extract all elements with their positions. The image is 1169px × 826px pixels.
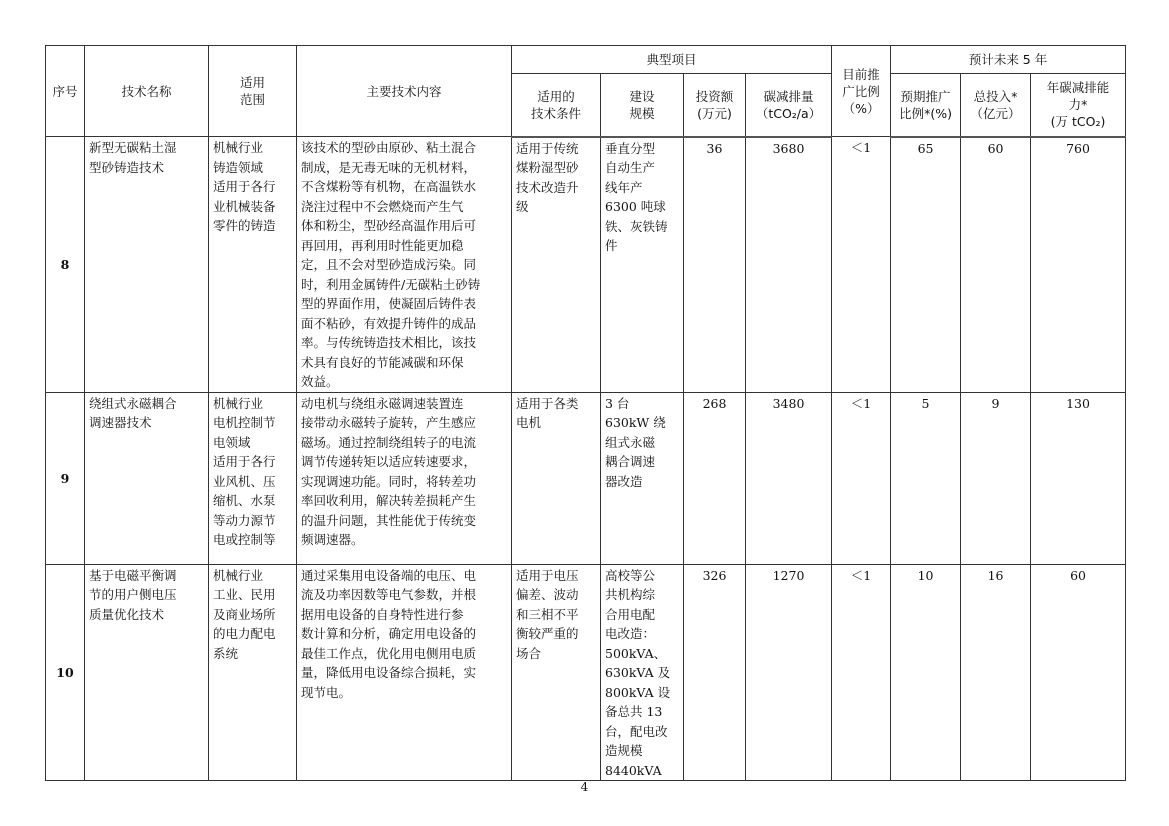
header-forecast: 预计未来 5 年 (891, 46, 1126, 74)
row-annual-capacity: 760 (1031, 137, 1126, 393)
page-number: 4 (580, 780, 589, 794)
header-investment: 投资额 (万元) (684, 74, 746, 137)
header-current-ratio: 目前推 广比例 （%） (832, 46, 891, 137)
table-row (46, 137, 1126, 393)
row-name: 基于电磁平衡调 节的用户侧电压 质量优化技术 (85, 564, 209, 781)
row-scale: 垂直分型 自动生产 线年产 6300 吨球 铁、灰铁铸 件 (601, 137, 684, 393)
header-tech-name: 技术名称 (85, 46, 209, 137)
row-scale: 3 台 630kW 绕 组式永磁 耦合调速 器改造 (601, 392, 684, 564)
row-current-ratio: ＜1 (832, 564, 891, 781)
header-seq: 序号 (46, 46, 85, 137)
header-conditions: 适用的 技术条件 (512, 74, 601, 137)
table-row (46, 564, 1126, 781)
row-seq: 10 (46, 564, 85, 781)
row-reduction: 3680 (746, 137, 832, 393)
row-current-ratio: ＜1 (832, 392, 891, 564)
row-seq: 8 (46, 137, 85, 393)
header-total-investment: 总投入* （亿元） (961, 74, 1031, 137)
row-total-investment: 60 (961, 137, 1031, 393)
row-expected-ratio: 5 (891, 392, 961, 564)
header-scope: 适用 范围 (209, 46, 297, 137)
row-scope: 机械行业 工业、民用 及商业场所 的电力配电 系统 (209, 564, 297, 781)
header-annual-capacity: 年碳减排能 力* (万 tCO₂) (1031, 74, 1126, 137)
row-scope: 机械行业 铸造领域 适用于各行 业机械装备 零件的铸造 (209, 137, 297, 393)
row-reduction: 3480 (746, 392, 832, 564)
row-total-investment: 9 (961, 392, 1031, 564)
header-expected-ratio: 预期推广 比例*(%) (891, 74, 961, 137)
row-investment: 268 (684, 392, 746, 564)
row-annual-capacity: 130 (1031, 392, 1126, 564)
row-conditions: 适用于传统 煤粉湿型砂 技术改造升 级 (512, 137, 601, 393)
row-name: 新型无碳粘土湿 型砂铸造技术 (85, 137, 209, 393)
row-conditions: 适用于各类 电机 (512, 392, 601, 564)
row-investment: 36 (684, 137, 746, 393)
row-conditions: 适用于电压 偏差、波动 和三相不平 衡较严重的 场合 (512, 564, 601, 781)
row-content: 动电机与绕组永磁调速装置连 接带动永磁转子旋转，产生感应 磁场。通过控制绕组转子的电流 调节传递转矩以适应转速要求， 实现调速功能。同时，将转差功 率回收利用，解决转差损耗产生 的温升问题，其性能优于传统变 频调速器。 (297, 392, 512, 564)
row-expected-ratio: 10 (891, 564, 961, 781)
row-scope: 机械行业 电机控制节 电领域 适用于各行 业风机、压 缩机、水泵 等动力源节 电或控制等 (209, 392, 297, 564)
header-typical-project: 典型项目 (512, 46, 832, 74)
technology-table (45, 45, 1126, 781)
row-investment: 326 (684, 564, 746, 781)
row-content: 通过采集用电设备端的电压、电 流及功率因数等电气参数，并根 据用电设备的自身特性进行参 数计算和分析，确定用电设备的 最佳工作点，优化用电侧用电质 量，降低用电设备综合损耗，实 现节电。 (297, 564, 512, 781)
row-total-investment: 16 (961, 564, 1031, 781)
header-reduction: 碳减排量 （tCO₂/a） (746, 74, 832, 137)
row-annual-capacity: 60 (1031, 564, 1126, 781)
table-row (46, 392, 1126, 564)
row-seq: 9 (46, 392, 85, 564)
row-content: 该技术的型砂由原砂、粘土混合 制成，是无毒无味的无机材料， 不含煤粉等有机物，在高温铁水 浇注过程中不会燃烧而产生气 体和粉尘，型砂经高温作用后可 再回用，再利用时性能更加稳 定，且不会对型砂造成污染。同 时，利用金属铸件/无碳粘土砂铸 型的界面作用，使凝固后铸件表 面不粘砂，有效提升铸件的成品 率。与传统铸造技术相比，该技 术具有良好的节能减碳和环保 效益。 (297, 137, 512, 393)
row-scale: 高校等公 共机构综 合用电配 电改造： 500kVA、 630kVA 及 800kVA 设 备总共 13 台，配电改 造规模 8440kVA (601, 564, 684, 781)
row-current-ratio: ＜1 (832, 137, 891, 393)
row-expected-ratio: 65 (891, 137, 961, 393)
row-name: 绕组式永磁耦合 调速器技术 (85, 392, 209, 564)
header-scale: 建设 规模 (601, 74, 684, 137)
row-reduction: 1270 (746, 564, 832, 781)
header-content: 主要技术内容 (297, 46, 512, 137)
